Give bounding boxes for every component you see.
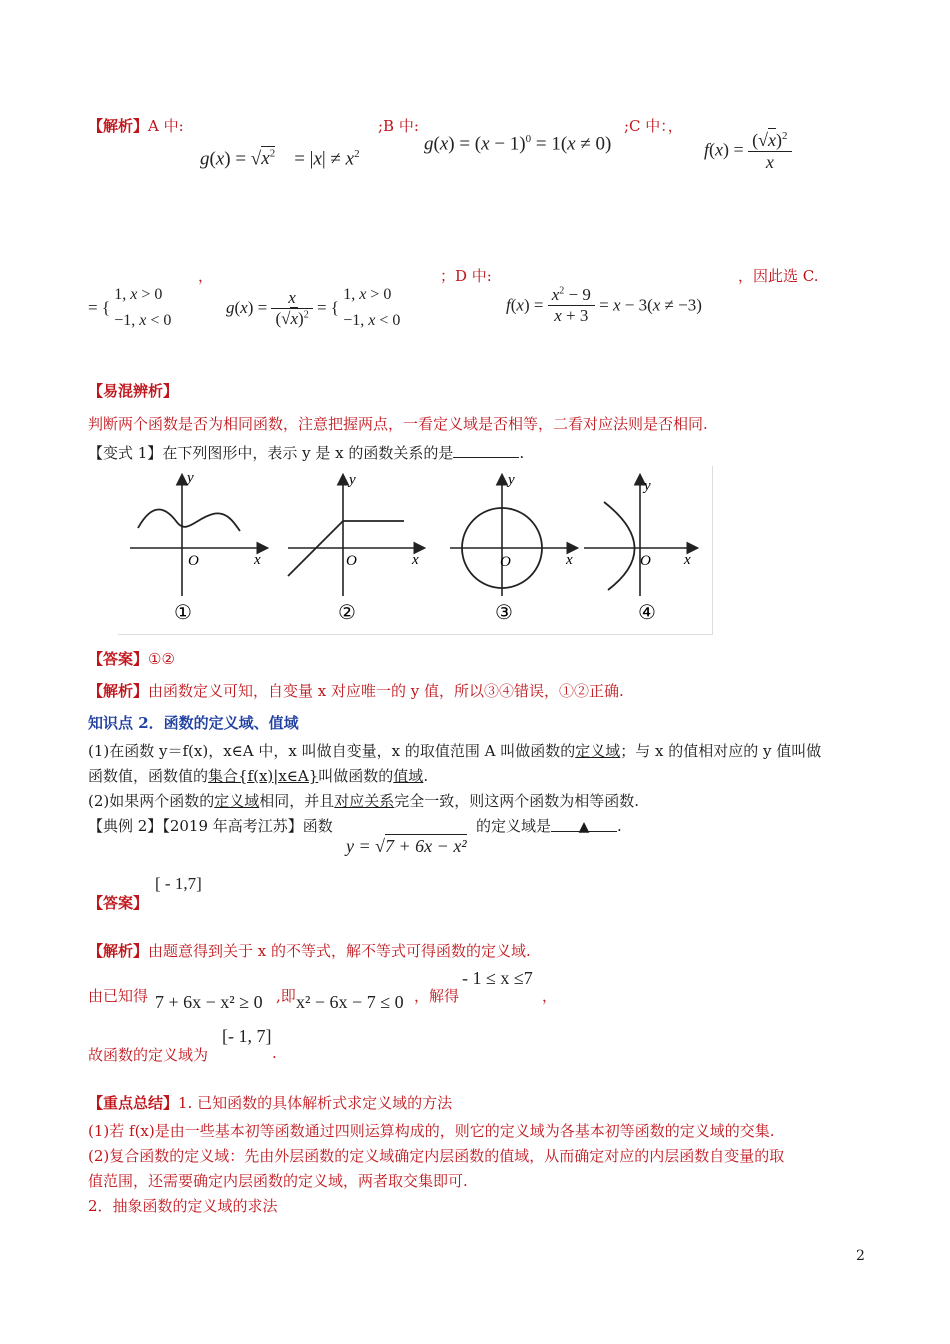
example2-question <box>476 815 622 836</box>
example2-formula: y = √7 + 6x − x² <box>346 836 467 856</box>
graph-2-y: y <box>349 472 356 488</box>
formula-a: $g(x) = √x^2$ = $|x| \ne x^2$ <box>200 148 360 170</box>
answer1-text: ①② <box>148 650 175 668</box>
graph-2-label: ② <box>338 602 356 624</box>
domain-result: [- 1, 7] <box>222 1026 272 1046</box>
kp2-p1f: 叫做函数的 <box>318 767 394 785</box>
example2-end: . <box>617 817 622 835</box>
graph-2 <box>288 472 423 624</box>
summary-line1 <box>88 1092 452 1113</box>
graph-4-y: y <box>644 478 651 494</box>
piecewise-c-result: = { 1, x > 0 −1, x < 0 <box>88 286 172 329</box>
inequality-2: x² − 6x − 7 ≤ 0 <box>296 992 404 1012</box>
answer2-value: [ - 1,7] <box>155 874 202 893</box>
formula-b: $g(x) = (x - 1)^0 = 1(x \ne 0)$ <box>424 133 612 155</box>
analysis1-label: 【解析】 <box>88 682 149 700</box>
part-a-label: A 中: <box>148 117 184 135</box>
kp2-p2 <box>88 790 639 811</box>
analysis2-line3b: . <box>272 1044 277 1062</box>
graphs-figure <box>118 466 713 635</box>
analysis2-text: 由题意得到关于 x 的不等式，解不等式可得函数的定义域. <box>148 942 531 960</box>
graph-1-label: ① <box>174 602 192 624</box>
graph-3-y: y <box>508 472 515 488</box>
analysis2-line2b: ,即 <box>276 987 296 1005</box>
analysis2-line1 <box>88 940 531 961</box>
analysis1-text: 由函数定义可知，自变量 x 对应唯一的 y 值，所以③④错误，①②正确. <box>148 682 624 700</box>
kp2-domain-term: 定义域 <box>575 742 621 760</box>
analysis-header-line <box>88 115 184 136</box>
example2-line <box>88 815 333 836</box>
confuse-title: 【易混辨析】 <box>88 382 179 400</box>
graph-4-x: x <box>684 552 691 568</box>
confuse-text: 判断两个函数是否为相同函数，注意把握两点，一看定义域是否相等，二看对应法则是否相同. <box>88 415 708 433</box>
analysis2-line3a: 故函数的定义域为 <box>88 1046 209 1064</box>
summary-t2: 2．抽象函数的定义域的求法 <box>88 1197 278 1215</box>
example2-pre: 函数 <box>302 817 333 835</box>
analysis2-line2a: 由已知得 <box>88 987 149 1005</box>
kp2-p1d: 函数值，函数值的 <box>88 767 209 785</box>
summary-t1: 1. 已知函数的具体解析式求定义域的方法 <box>178 1094 453 1112</box>
kp2-domain-term-2: 定义域 <box>214 792 260 810</box>
graph-1 <box>130 470 266 624</box>
formula-d: f(x) = $\frac{x^2 - 9}{x + 3}$ = x − 3(x ≠ −3) <box>506 285 702 325</box>
variant1-label: 【变式 1】 <box>88 444 163 462</box>
kp2-p1-line1 <box>88 740 821 761</box>
graph-4-label: ④ <box>638 602 656 624</box>
summary-p2b: 值范围，还需要确定内层函数的定义域，两者取交集即可. <box>88 1172 468 1190</box>
graph-3-label: ③ <box>495 602 513 624</box>
graph-4 <box>584 476 696 624</box>
example2-blank <box>551 817 617 835</box>
kp2-title: 知识点 2．函数的定义域、值域 <box>88 714 299 732</box>
analysis1-line <box>88 680 624 701</box>
conclusion-text: ，因此选 C. <box>738 267 819 285</box>
graph-3 <box>450 472 576 624</box>
kp2-p1-line2 <box>88 765 428 786</box>
graph-1-x: x <box>254 552 261 568</box>
kp2-range-term: 值域 <box>393 767 424 785</box>
variant1-text: 在下列图形中，表示 y 是 x 的函数关系的是 <box>162 444 454 462</box>
kp2-p2e: 完全一致，则这两个函数为相等函数. <box>394 792 640 810</box>
graphs-svg <box>118 466 712 634</box>
formula-c-g: g(x) = $\frac{x}{(√x)^2}$ = { 1, x > 0 −1, x < 0 <box>226 286 401 329</box>
summary-p2a: (2)复合函数的定义域：先由外层函数的定义域确定内层函数的值域，从而确定对应的内层函数自变量的取 <box>88 1147 785 1165</box>
variant1-end: . <box>519 444 525 462</box>
page-number: 2 <box>856 1248 865 1264</box>
formula-radicand: 7 + 6x − x² <box>385 836 467 856</box>
kp2-p1h: . <box>423 767 429 785</box>
answer1-label: 【答案】 <box>88 650 149 668</box>
graph-1-y: y <box>187 470 194 486</box>
graph-4-origin: O <box>640 553 651 569</box>
formula-c: f(x) = $\frac{(√x)^2}{x}$ <box>704 130 792 173</box>
summary-p1: (1)若 f(x)是由一些基本初等函数通过四则运算构成的，则它的定义域为各基本初等函数的定义域的交集. <box>88 1122 775 1140</box>
kp2-set-term: 集合{f(x)|x∈A} <box>208 767 319 785</box>
analysis2-line2c: ，解得 <box>414 987 460 1005</box>
variant1-blank <box>453 443 519 458</box>
analysis-label: 【解析】 <box>88 117 149 135</box>
inequality-1: 7 + 6x − x² ≥ 0 <box>155 992 263 1012</box>
part-c-label: ;C 中：， <box>624 117 683 135</box>
formula-lhs: y = <box>346 836 371 856</box>
analysis2-line2d: ， <box>542 987 558 1005</box>
kp2-p1a: (1)在函数 y＝f(x)，x∈A 中，x 叫做自变量，x 的取值范围 A 叫做函数的 <box>88 742 576 760</box>
answer2-label: 【答案】 <box>88 894 149 912</box>
example2-source: 【2019 年高考江苏】 <box>162 817 303 835</box>
kp2-p2a: (2)如果两个函数的 <box>88 792 215 810</box>
comma-c: ， <box>198 267 214 285</box>
part-b-label: ;B 中: <box>378 117 419 135</box>
example2-post: 的定义域是 <box>476 817 552 835</box>
graph-3-x: x <box>566 552 573 568</box>
answer1-line <box>88 648 175 669</box>
kp2-p2c: 相同，并且 <box>259 792 335 810</box>
graph-1-origin: O <box>188 553 199 569</box>
example2-label: 【典例 2】 <box>88 817 163 835</box>
graph-2-origin: O <box>346 553 357 569</box>
kp2-mapping-term: 对应关系 <box>334 792 395 810</box>
triangle-icon: ▲ <box>578 819 590 835</box>
part-d-label: ；D 中: <box>440 267 492 285</box>
graph-2-x: x <box>412 552 419 568</box>
kp2-p1c: ；与 x 的值相对应的 y 值叫做 <box>620 742 822 760</box>
graph-3-origin: O <box>500 554 511 570</box>
variant1-line <box>88 442 524 463</box>
analysis2-label: 【解析】 <box>88 942 149 960</box>
solution-range: - 1 ≤ x ≤7 <box>462 968 533 988</box>
summary-label: 【重点总结】 <box>88 1094 179 1112</box>
